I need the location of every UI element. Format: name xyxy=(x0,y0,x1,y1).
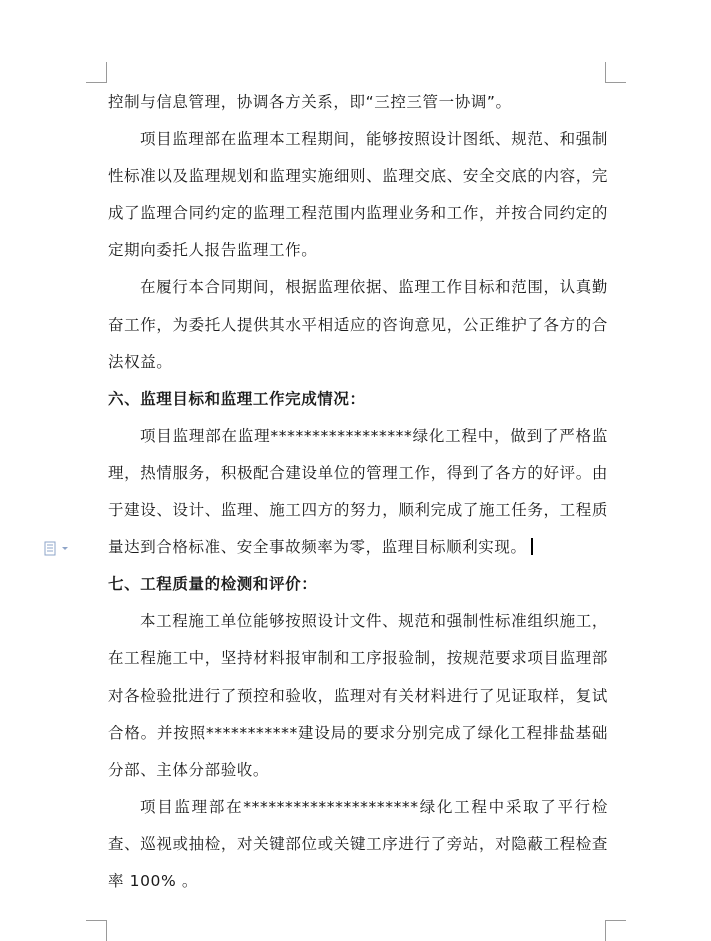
paragraph-4-text: 项目监理部在监理*****************绿化工程中，做到了严格监理，热情服务，积极配合建设单位的管理工作，得到了各方的好评。由于建设、设计、监理、施工四方的努力，顺利完成了施工任务，工程质量达到合格标准、安全事故频率为零，监理目标顺利实现。 xyxy=(108,426,608,557)
paragraph-layout-icon[interactable] xyxy=(44,541,70,557)
paragraph-3[interactable]: 在履行本合同期间，根据监理依据、监理工作目标和范围，认真勤奋工作，为委托人提供其水平相适应的咨询意见，公正维护了各方的合法权益。 xyxy=(108,278,608,371)
text-cursor xyxy=(531,538,533,555)
crop-mark-top-right xyxy=(605,62,626,83)
paragraph-4[interactable] xyxy=(108,418,608,566)
crop-mark-bottom-right xyxy=(605,920,626,941)
crop-mark-bottom-left xyxy=(86,920,107,941)
section-heading-6[interactable]: 六、监理目标和监理工作完成情况： xyxy=(108,389,366,408)
paragraph-5[interactable]: 本工程施工单位能够按照设计文件、规范和强制性标准组织施工，在工程施工中，坚持材料报审制和工序报验制，按规范要求项目监理部对各检验批进行了预控和验收，监理对有关材料进行了见证取样，复试合格。并按照***********建设局的要求分别完成了绿化工程排盐基础分部、主体分部验收。 xyxy=(108,612,608,779)
paragraph-1[interactable]: 控制与信息管理，协调各方关系，即“三控三管一协调”。 xyxy=(108,93,512,111)
paragraph-6[interactable]: 项目监理部在*********************绿化工程中采取了平行检查、巡视或抽检，对关键部位或关键工序进行了旁站，对隐蔽工程检查率 100% 。 xyxy=(108,797,608,890)
section-heading-7[interactable]: 七、工程质量的检测和评价： xyxy=(108,575,318,594)
crop-mark-top-left xyxy=(86,62,107,83)
document-body[interactable] xyxy=(108,84,608,900)
paragraph-2[interactable]: 项目监理部在监理本工程期间，能够按照设计图纸、规范、和强制性标准以及监理规划和监理实施细则、监理交底、安全交底的内容，完成了监理合同约定的监理工程范围内监理业务和工作，并按合同约定的定期向委托人报告监理工作。 xyxy=(108,130,608,260)
